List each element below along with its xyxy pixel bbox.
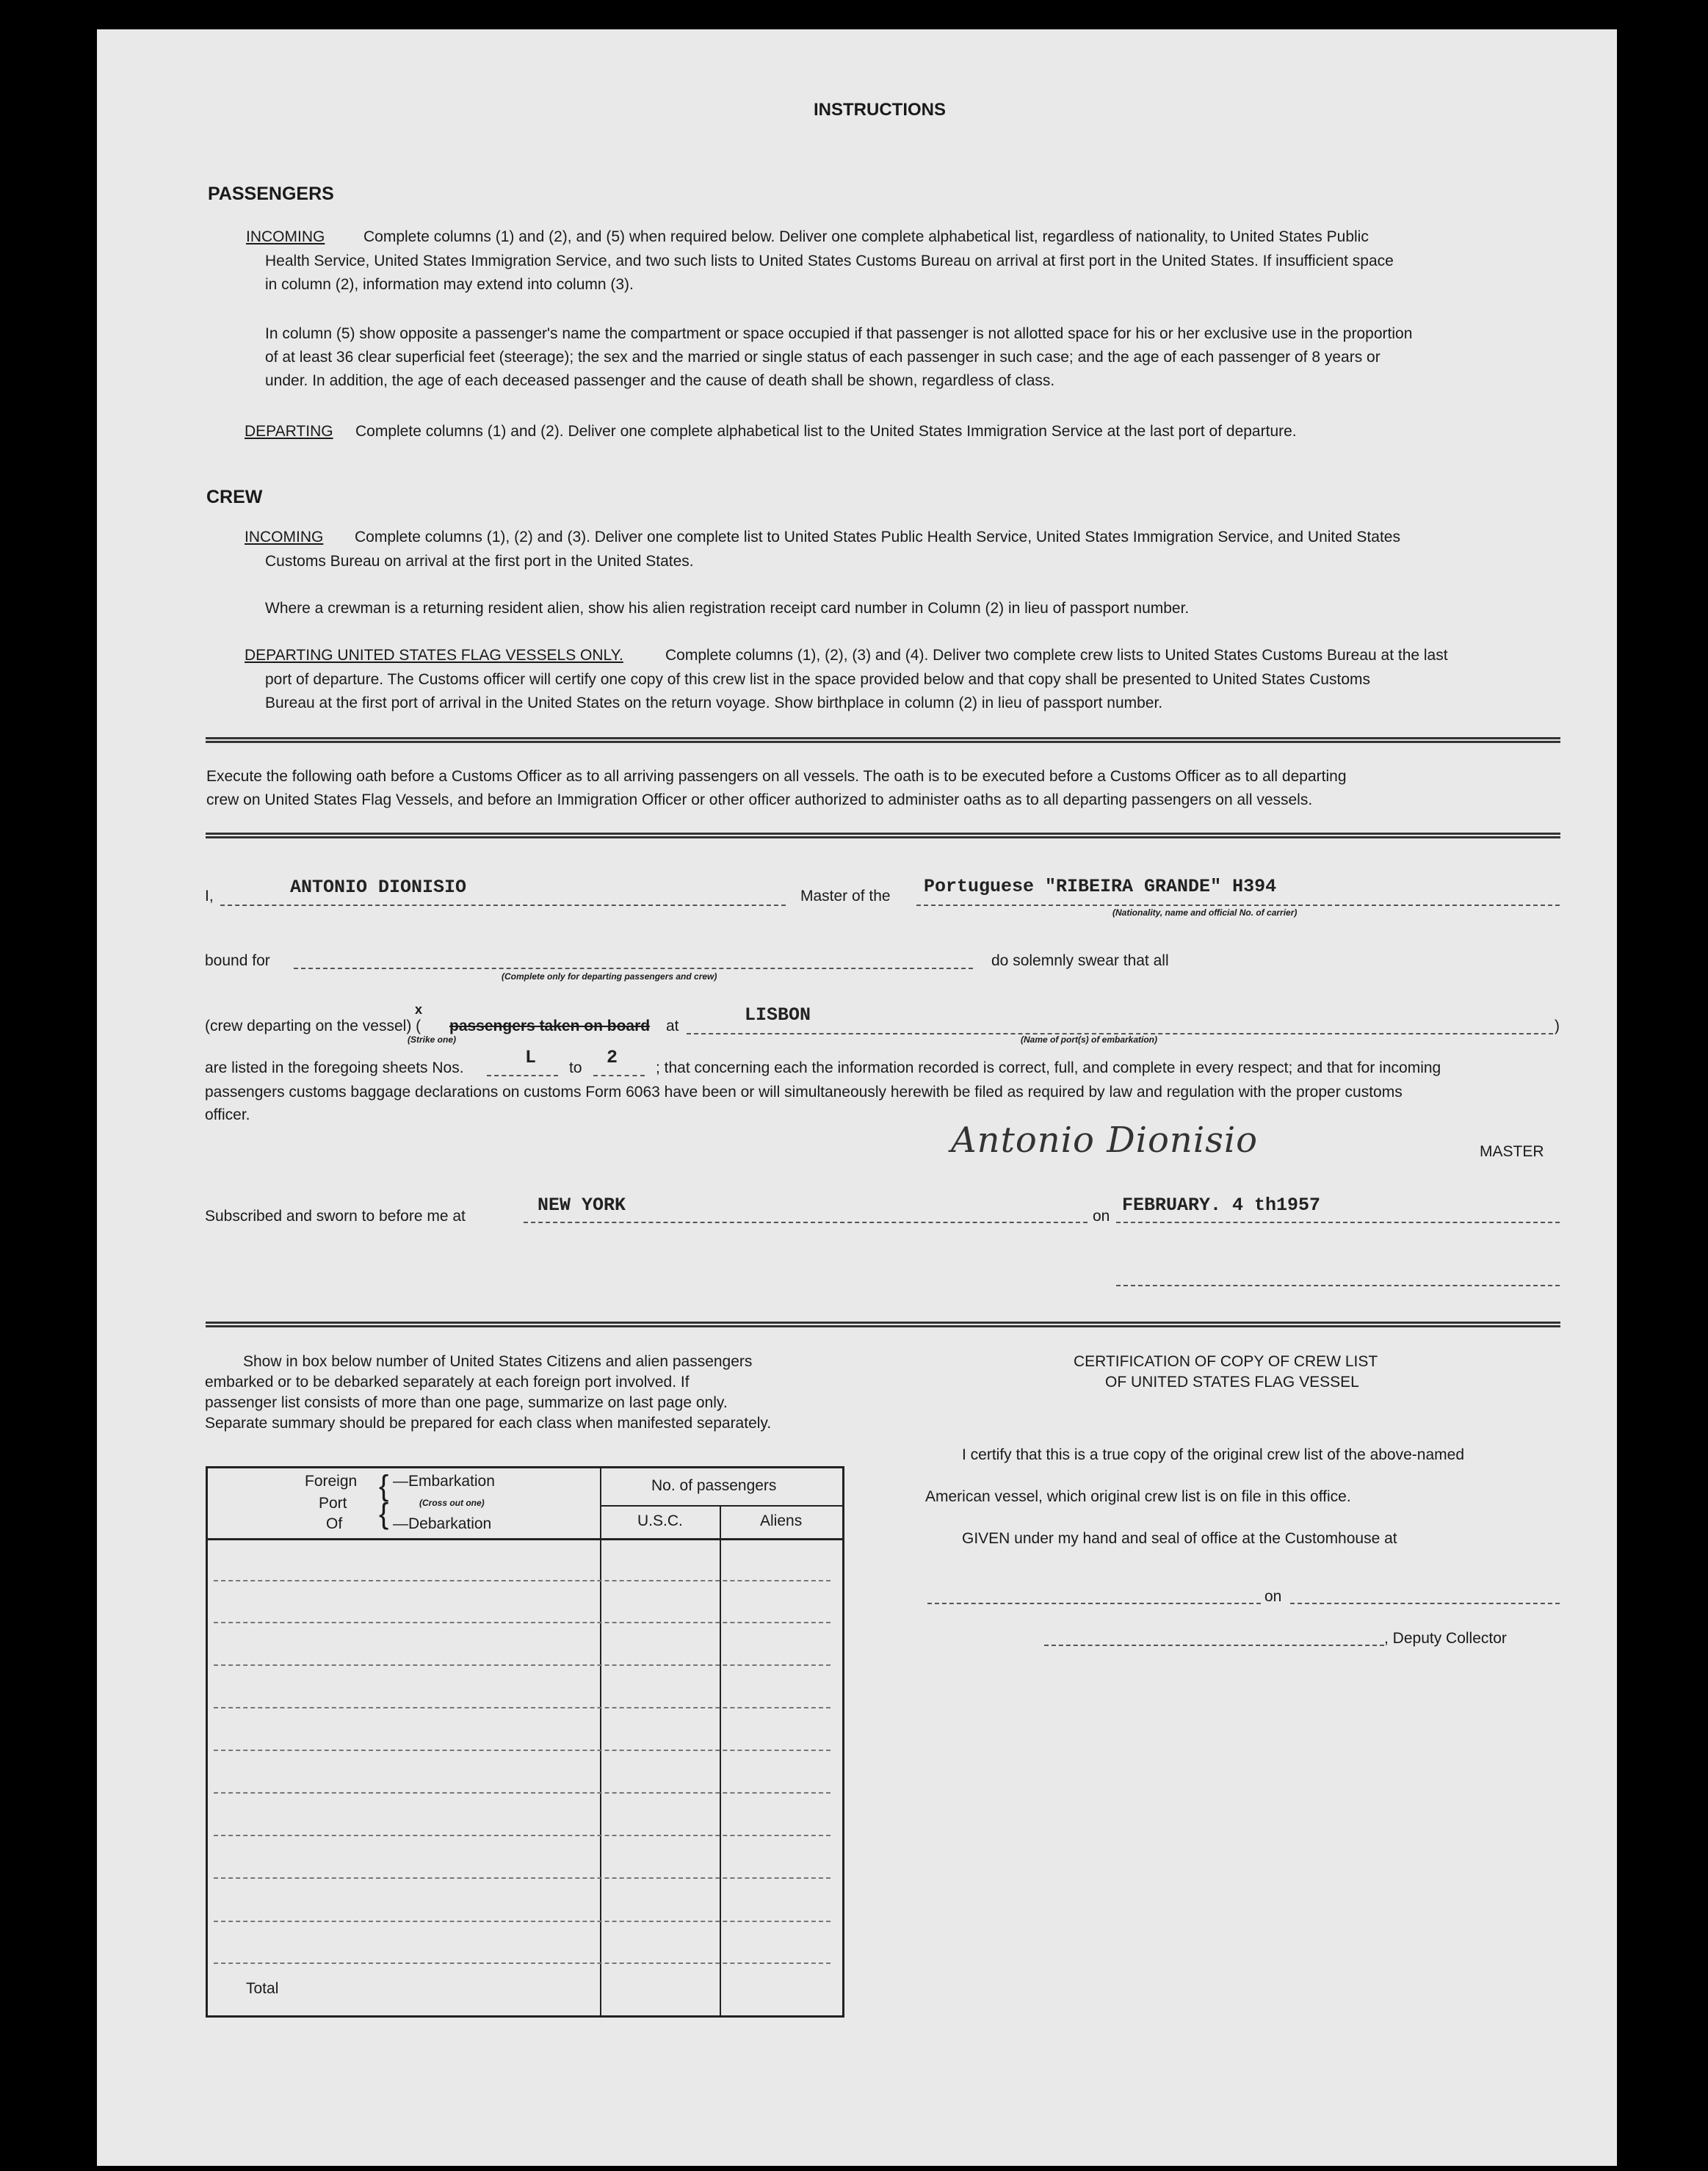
passengers-column5-text: In column (5) show opposite a passenger's name the compartment or space occupied if that passenger is not allotted space for his or her exclusive use in the proportion [265,325,1413,342]
crew-departing-text: Complete columns (1), (2), (3) and (4). Deliver two complete crew lists to United States Customs Bureau at the last [665,647,1448,664]
passengers-departing-label: DEPARTING [245,423,333,440]
table-row [214,1707,831,1708]
master-signature: Antonio Dionisio [951,1120,1259,1161]
crew-incoming-text: Customs Bureau on arrival at the first port in the United States. [265,553,694,570]
usc-header: U.S.C. [637,1512,683,1529]
certification-text: GIVEN under my hand and seal of office at the Customhouse at [962,1530,1397,1547]
deputy-label: , Deputy Collector [1384,1630,1507,1647]
passengers-incoming-text: Complete columns (1) and (2), and (5) when required below. Deliver one complete alphabetical list, regardless of nationality, to United States Public [363,228,1369,245]
to-label: to [569,1059,582,1076]
crew-heading: CREW [206,487,263,507]
strike-text: passengers taken on board [449,1018,651,1034]
certification-date-line [1290,1603,1560,1604]
crew-departing-text: port of departure. The Customs officer will certify one copy of this crew list in the space provided below and that copy shall be presented to United States Customs [265,671,1370,688]
port-header: Port [319,1495,347,1512]
listed-text: ; that concerning each the information recorded is correct, full, and complete in every respect; and that for incoming [656,1059,1441,1076]
master-label: MASTER [1480,1143,1544,1160]
oath-text: crew on United States Flag Vessels, and before an Immigration Officer or other officer authorized to administer oaths as to all departing passengers on all vessels. [206,791,1313,808]
sworn-place: NEW YORK [538,1195,626,1216]
oath-text: Execute the following oath before a Customs Officer as to all arriving passengers on all vessels. The oath is to be executed before a Customs Officer as to all departing [206,768,1347,785]
certification-text: I certify that this is a true copy of the original crew list of the above-named [962,1446,1464,1463]
brace: { [379,1498,389,1530]
foreign-header: Foreign [305,1473,358,1490]
column-divider [600,1468,601,2015]
customhouse-line [927,1603,1261,1604]
crew-departing-text: Bureau at the first port of arrival in the United States on the return voyage. Show birthplace in column (2) in lieu of passport number. [265,695,1163,711]
on-label: on [1093,1208,1110,1225]
master-of-label: Master of the [800,888,891,905]
passenger-summary-table [206,1466,844,2018]
table-row [214,1921,831,1922]
table-row [214,1580,831,1581]
listed-text: passengers customs baggage declarations on customs Form 6063 have been or will simultaneously herewith be filed as required by law and regulation with the proper customs [205,1084,1403,1101]
cross-out-caption: (Cross out one) [419,1498,485,1508]
bound-for-line [294,968,973,969]
header-divider [208,1538,842,1540]
divider [206,833,1560,838]
header-divider [600,1505,842,1507]
sworn-date-line [1116,1222,1560,1223]
close-paren: ) [1555,1018,1560,1034]
table-row [214,1622,831,1623]
sworn-place-line [524,1222,1088,1223]
sheet-to-line [593,1075,645,1076]
table-row [214,1664,831,1666]
crew-alien-text: Where a crewman is a returning resident alien, show his alien registration receipt card number in Column (2) in lieu of passport number. [265,600,1190,617]
strike-mark: x [415,1002,423,1017]
debarkation-header: —Debarkation [393,1515,492,1532]
summary-text: embarked or to be debarked separately at each foreign port involved. If [205,1374,690,1391]
crew-departing-label: DEPARTING UNITED STATES FLAG VESSELS ONLY. [245,647,623,664]
bound-caption: (Complete only for departing passengers and crew) [502,971,717,982]
at-label: at [666,1018,679,1034]
passengers-header: No. of passengers [651,1477,777,1494]
table-row [214,1835,831,1836]
summary-text: Show in box below number of United States Citizens and alien passengers [243,1353,753,1370]
brace: { [379,1470,389,1502]
sheet-from: L [525,1047,537,1068]
crew-incoming-text: Complete columns (1), (2) and (3). Deliver one complete list to United States Public Health Service, United States Immigration Service, and United States [355,529,1400,546]
blank-line [1116,1285,1560,1286]
vessel-name: Portuguese "RIBEIRA GRANDE" H394 [924,876,1277,897]
passengers-incoming-text: Health Service, United States Immigration Service, and two such lists to United States Customs Bureau on arrival at first port in the United States. If insufficient space [265,253,1394,269]
certification-title: CERTIFICATION OF COPY OF CREW LIST [1074,1353,1378,1370]
listed-text: officer. [205,1106,250,1123]
strike-caption: (Strike one) [408,1034,457,1045]
column-divider [720,1505,721,2015]
passengers-incoming-text: in column (2), information may extend into column (3). [265,276,634,293]
passengers-departing-text: Complete columns (1) and (2). Deliver one complete alphabetical list to the United States Immigration Service at the last port of departure. [355,423,1297,440]
table-row [214,1962,831,1964]
table-row [214,1877,831,1879]
deputy-signature-line [1044,1645,1384,1646]
i-label: I, [205,888,214,905]
certification-text: American vessel, which original crew list is on file in this office. [925,1488,1351,1505]
embarkation-port: LISBON [745,1004,811,1026]
sheet-from-line [487,1075,558,1076]
summary-text: passenger list consists of more than one page, summarize on last page only. [205,1394,728,1411]
subscribed-label: Subscribed and sworn to before me at [205,1208,466,1225]
sheet-to: 2 [607,1047,618,1068]
certification-title: OF UNITED STATES FLAG VESSEL [1105,1374,1359,1391]
embarkation-header: —Embarkation [393,1473,495,1490]
summary-text: Separate summary should be prepared for each class when manifested separately. [205,1415,772,1432]
aliens-header: Aliens [760,1512,803,1529]
divider [206,737,1560,743]
passengers-heading: PASSENGERS [208,184,334,204]
swear-label: do solemnly swear that all [991,952,1169,969]
master-name: ANTONIO DIONISIO [290,877,467,898]
divider [206,1322,1560,1327]
sworn-date: FEBRUARY. 4 th1957 [1122,1195,1321,1216]
master-name-line [220,905,786,906]
passengers-column5-text: under. In addition, the age of each deceased passenger and the cause of death shall be shown, regardless of class. [265,372,1055,389]
table-row [214,1750,831,1751]
total-label: Total [246,1980,279,1997]
vessel-caption: (Nationality, name and official No. of carrier) [1112,907,1298,918]
passengers-incoming-label: INCOMING [246,228,325,245]
passengers-column5-text: of at least 36 clear superficial feet (steerage); the sex and the married or single status of each passenger in such case; and the age of each passenger of 8 years or [265,349,1380,366]
crew-departing-label: (crew departing on the vessel) ( [205,1018,421,1034]
of-header: Of [326,1515,343,1532]
crew-incoming-label: INCOMING [245,529,324,546]
table-row [214,1792,831,1794]
bound-for-label: bound for [205,952,270,969]
certification-on-label: on [1264,1588,1282,1605]
listed-label: are listed in the foregoing sheets Nos. [205,1059,464,1076]
vessel-line [916,905,1560,906]
page-title: INSTRUCTIONS [814,100,946,120]
port-caption: (Name of port(s) of embarkation) [1021,1034,1158,1045]
